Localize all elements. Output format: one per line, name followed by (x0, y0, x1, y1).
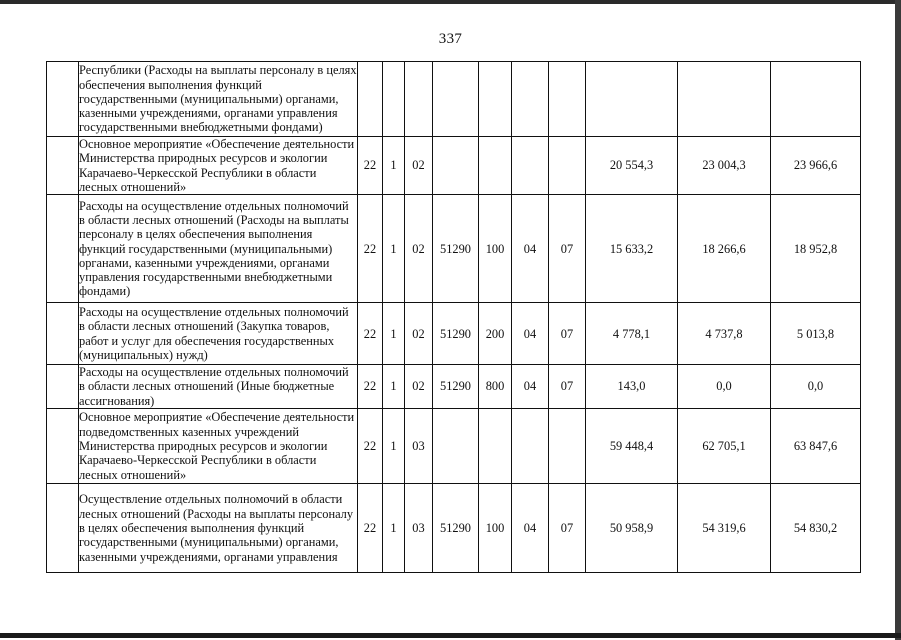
code-subprogram: 02 (405, 365, 433, 409)
scan-edge-bottom (0, 633, 901, 638)
code-direction (433, 137, 479, 195)
row-blank-cell (47, 484, 79, 573)
row-description: Расходы на осуществление отдельных полномочий в области лесных отношений (Закупка товаров, работ и услуг для обеспечения государственных (муниципальных) нужд) (79, 303, 358, 365)
code-section: 04 (512, 484, 549, 573)
amount-year-3: 18 952,8 (771, 195, 861, 303)
code-direction: 51290 (433, 195, 479, 303)
code-section (512, 62, 549, 137)
amount-year-3: 63 847,6 (771, 409, 861, 484)
amount-year-3: 54 830,2 (771, 484, 861, 573)
table-row (47, 62, 861, 137)
row-blank-cell (47, 365, 79, 409)
row-description: Расходы на осуществление отдельных полномочий в области лесных отношений (Расходы на выплаты персоналу в целях обеспечения выполнения функций государственными (муниципальными) органами, казенными учреждениями, органами управления государственными внебюджетными фондами) (79, 195, 358, 303)
code-direction: 51290 (433, 484, 479, 573)
budget-table (46, 61, 861, 573)
code-subprogram: 02 (405, 303, 433, 365)
code-expense-type: 100 (479, 484, 512, 573)
code-subsection (549, 409, 586, 484)
code-section: 04 (512, 195, 549, 303)
code-subprogram: 03 (405, 409, 433, 484)
amount-year-2: 23 004,3 (678, 137, 771, 195)
code-subsection (549, 137, 586, 195)
amount-year-1: 143,0 (586, 365, 678, 409)
code-subsection: 07 (549, 303, 586, 365)
amount-year-2: 0,0 (678, 365, 771, 409)
code-section: 04 (512, 365, 549, 409)
code-subsection: 07 (549, 195, 586, 303)
amount-year-3: 0,0 (771, 365, 861, 409)
code-program: 1 (383, 409, 405, 484)
code-section (512, 409, 549, 484)
row-description: Основное мероприятие «Обеспечение деятельности подведомственных казенных учреждений Министерства природных ресурсов и экологии Карачаево-Черкесской Республики в области лесных отношений» (79, 409, 358, 484)
code-ministry (358, 62, 383, 137)
code-direction (433, 409, 479, 484)
amount-year-2: 54 319,6 (678, 484, 771, 573)
code-program: 1 (383, 365, 405, 409)
code-ministry: 22 (358, 303, 383, 365)
code-ministry: 22 (358, 484, 383, 573)
code-subsection (549, 62, 586, 137)
code-direction: 51290 (433, 365, 479, 409)
code-program: 1 (383, 137, 405, 195)
code-ministry: 22 (358, 409, 383, 484)
amount-year-1: 4 778,1 (586, 303, 678, 365)
table-row (47, 195, 861, 303)
amount-year-1: 15 633,2 (586, 195, 678, 303)
code-subsection: 07 (549, 365, 586, 409)
code-program: 1 (383, 195, 405, 303)
table-row (47, 484, 861, 573)
table-row (47, 409, 861, 484)
code-program: 1 (383, 303, 405, 365)
scan-edge-right (895, 0, 901, 640)
code-ministry: 22 (358, 195, 383, 303)
scan-edge-top (0, 0, 901, 4)
code-expense-type (479, 409, 512, 484)
code-program: 1 (383, 484, 405, 573)
code-subprogram: 03 (405, 484, 433, 573)
amount-year-1: 50 958,9 (586, 484, 678, 573)
amount-year-2: 4 737,8 (678, 303, 771, 365)
code-expense-type: 200 (479, 303, 512, 365)
code-expense-type (479, 62, 512, 137)
code-expense-type: 100 (479, 195, 512, 303)
row-description: Республики (Расходы на выплаты персоналу в целях обеспечения выполнения функций государственными (муниципальными) органами, казенными учреждениями, органами управления государственными внебюджетными фондами) (79, 62, 358, 137)
amount-year-1: 20 554,3 (586, 137, 678, 195)
amount-year-1 (586, 62, 678, 137)
row-blank-cell (47, 137, 79, 195)
code-ministry: 22 (358, 137, 383, 195)
amount-year-3 (771, 62, 861, 137)
code-subprogram: 02 (405, 195, 433, 303)
table-row (47, 303, 861, 365)
code-section (512, 137, 549, 195)
row-blank-cell (47, 409, 79, 484)
amount-year-1: 59 448,4 (586, 409, 678, 484)
row-description: Осуществление отдельных полномочий в области лесных отношений (Расходы на выплаты персоналу в целях обеспечения выполнения функций государственными (муниципальными) органами, казенными учреждениями, органами управления (79, 484, 358, 573)
code-program (383, 62, 405, 137)
row-blank-cell (47, 195, 79, 303)
amount-year-2: 62 705,1 (678, 409, 771, 484)
table-row (47, 365, 861, 409)
table-row (47, 137, 861, 195)
amount-year-2 (678, 62, 771, 137)
amount-year-3: 23 966,6 (771, 137, 861, 195)
code-expense-type (479, 137, 512, 195)
code-subprogram (405, 62, 433, 137)
code-ministry: 22 (358, 365, 383, 409)
row-description: Расходы на осуществление отдельных полномочий в области лесных отношений (Иные бюджетные ассигнования) (79, 365, 358, 409)
amount-year-3: 5 013,8 (771, 303, 861, 365)
code-subprogram: 02 (405, 137, 433, 195)
row-blank-cell (47, 62, 79, 137)
code-subsection: 07 (549, 484, 586, 573)
page-number: 337 (438, 31, 463, 47)
code-section: 04 (512, 303, 549, 365)
code-direction: 51290 (433, 303, 479, 365)
code-expense-type: 800 (479, 365, 512, 409)
code-direction (433, 62, 479, 137)
row-description: Основное мероприятие «Обеспечение деятельности Министерства природных ресурсов и экологии Карачаево-Черкесской Республики в области лесных отношений» (79, 137, 358, 195)
row-blank-cell (47, 303, 79, 365)
amount-year-2: 18 266,6 (678, 195, 771, 303)
